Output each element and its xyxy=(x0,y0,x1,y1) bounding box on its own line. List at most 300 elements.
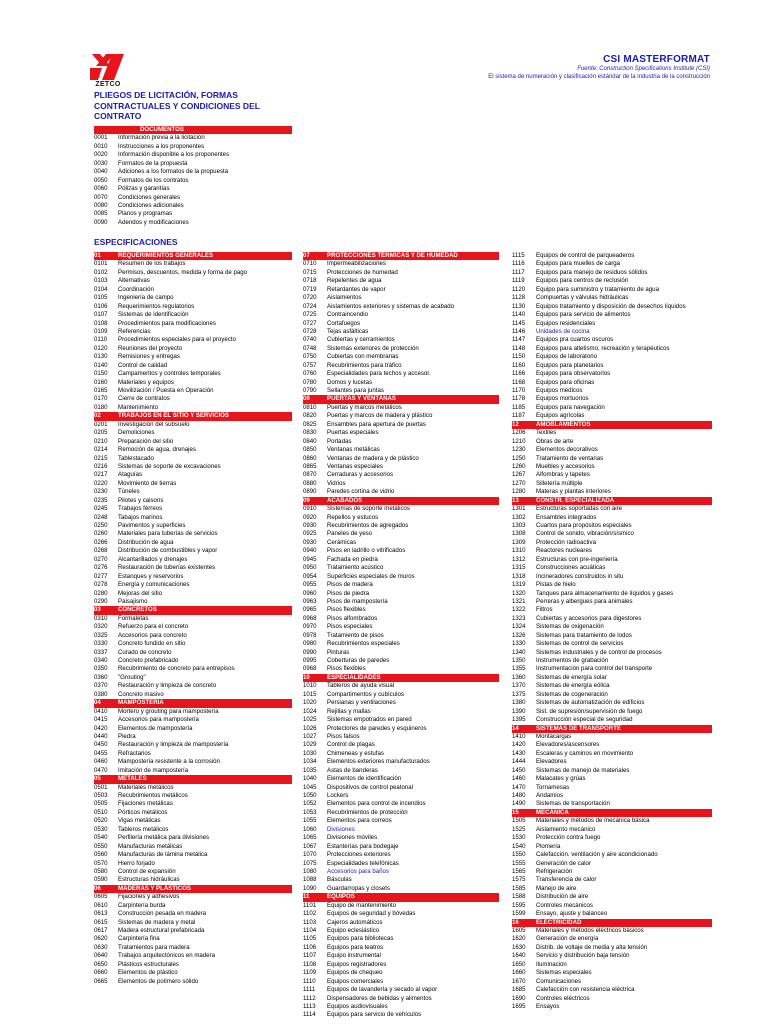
spec-item xyxy=(94,497,292,505)
item-label: Procedimientos para modificaciones xyxy=(118,319,216,327)
item-label[interactable]: Unidades de cocina xyxy=(536,327,590,335)
item-label: Adendos y modificaciones xyxy=(118,218,189,226)
division-header xyxy=(94,412,292,420)
item-code: 1015 xyxy=(303,690,317,698)
item-code: 0613 xyxy=(94,910,108,918)
item-code: 1595 xyxy=(512,901,526,909)
spec-item xyxy=(303,328,499,336)
item-code: 1040 xyxy=(303,775,317,783)
item-label: Restauración y limpieza de concreto xyxy=(118,682,217,690)
item-code: 04 xyxy=(94,699,101,707)
spec-item xyxy=(512,488,712,496)
spec-item xyxy=(512,716,712,724)
item-label: Compuertas y válvulas hidráulicas xyxy=(536,294,629,302)
spec-item xyxy=(94,640,292,648)
spec-item xyxy=(303,404,499,412)
item-code: 0505 xyxy=(94,800,108,808)
item-code: 0510 xyxy=(94,808,108,816)
item-code: 0954 xyxy=(303,572,317,580)
spec-item xyxy=(94,843,292,851)
item-code: 1166 xyxy=(512,370,526,378)
item-label: Equipo para suministro y tratamiento de agua xyxy=(536,285,659,293)
item-code: 0990 xyxy=(303,648,317,656)
item-label: Cerámicas xyxy=(327,538,357,546)
item-code: 0970 xyxy=(303,623,317,631)
spec-item xyxy=(303,522,499,530)
spec-item xyxy=(512,573,712,581)
item-code: 0978 xyxy=(303,631,317,639)
item-label: Especialidades telefónicas xyxy=(327,859,399,867)
item-code: 0830 xyxy=(303,429,317,437)
spec-item xyxy=(94,210,292,218)
item-code: 0910 xyxy=(303,505,317,513)
spec-item xyxy=(303,539,499,547)
item-label: Refuerzo para el concreto xyxy=(118,623,189,631)
item-label: Materiales metálicos xyxy=(118,783,174,791)
item-label: Básculas xyxy=(327,876,352,884)
spec-item xyxy=(94,522,292,530)
item-label: Equipos de seguridad y bóvedas xyxy=(327,910,416,918)
item-code: 1020 xyxy=(303,699,317,707)
item-label: Astas de banderas xyxy=(327,766,378,774)
spec-item xyxy=(94,429,292,437)
item-code: 0630 xyxy=(94,943,108,951)
item-code: 0724 xyxy=(303,302,317,310)
spec-item xyxy=(512,320,712,328)
item-code: 0420 xyxy=(94,724,108,732)
item-code: 0501 xyxy=(94,783,108,791)
item-code: 1102 xyxy=(303,910,317,918)
item-code: 1322 xyxy=(512,606,526,614)
item-code: 1128 xyxy=(512,294,526,302)
spec-item xyxy=(512,784,712,792)
spec-item xyxy=(303,294,499,302)
item-label: Formatos de los contratos xyxy=(118,176,189,184)
item-code: 13 xyxy=(512,496,519,504)
item-code: 0890 xyxy=(303,488,317,496)
spec-item xyxy=(303,902,499,910)
spec-item xyxy=(303,708,499,716)
spec-item xyxy=(303,919,499,927)
spec-item xyxy=(303,792,499,800)
spec-item xyxy=(512,657,712,665)
spec-item xyxy=(94,649,292,657)
item-code: 0825 xyxy=(303,420,317,428)
item-code: 0930 xyxy=(303,538,317,546)
item-code: 1525 xyxy=(512,825,526,833)
division-header xyxy=(94,699,292,707)
item-label: Sistemas para tratamiento de lodos xyxy=(536,631,632,639)
spec-item xyxy=(94,733,292,741)
spec-item xyxy=(94,547,292,555)
spec-item xyxy=(303,412,499,420)
item-label: AMOBLAMIENTOS xyxy=(536,420,591,428)
item-label: Construcciones acuáticas xyxy=(536,564,606,572)
item-label: Puertas y marcos de madera y plástico xyxy=(327,412,433,420)
item-code: 0757 xyxy=(303,361,317,369)
spec-item xyxy=(512,699,712,707)
item-label[interactable]: Accesorios para baños xyxy=(327,867,389,875)
division-header xyxy=(94,252,292,260)
item-code: 0748 xyxy=(303,344,317,352)
spec-item xyxy=(94,817,292,825)
spec-item xyxy=(94,421,292,429)
item-code: 1380 xyxy=(512,699,526,707)
item-code: 09 xyxy=(303,496,310,504)
item-label: Equipos para atletismo, recreación y terapéuticos xyxy=(536,344,670,352)
item-label: Equipos para manejo de residuos sólidos xyxy=(536,268,648,276)
item-label: Refrigeración xyxy=(536,867,573,875)
spec-item xyxy=(303,741,499,749)
item-code: 1575 xyxy=(512,876,526,884)
item-code: 0719 xyxy=(303,285,317,293)
item-code: 1106 xyxy=(303,943,317,951)
spec-item xyxy=(303,463,499,471)
item-code: 1640 xyxy=(512,952,526,960)
item-code: 1550 xyxy=(512,851,526,859)
item-label: Tableros de ayuda visual xyxy=(327,682,395,690)
item-label: Recubrimientos para tráfico xyxy=(327,361,402,369)
spec-item xyxy=(512,691,712,699)
item-label: Generación de calor xyxy=(536,859,591,867)
item-label: Tratamiento de ventanas xyxy=(536,454,604,462)
item-code: 11 xyxy=(303,893,310,901)
item-label: Retardantes de vapor xyxy=(327,285,386,293)
item-code: 1050 xyxy=(303,792,317,799)
item-code: 1530 xyxy=(512,834,526,842)
spec-item xyxy=(512,269,712,277)
item-code: 1052 xyxy=(303,800,317,808)
item-label: Control de calidad xyxy=(118,361,168,369)
spec-item xyxy=(512,817,712,825)
item-label: Equipos para teatros xyxy=(327,943,384,951)
item-label: Requerimientos regulatorios xyxy=(118,302,195,310)
zetco-logo-mark xyxy=(88,52,128,82)
spec-item xyxy=(303,750,499,758)
item-code: 1250 xyxy=(512,454,526,462)
spec-item xyxy=(303,691,499,699)
spec-item xyxy=(512,345,712,353)
item-label: Pistas de hielo xyxy=(536,581,576,589)
item-code: 0590 xyxy=(94,876,108,884)
spec-item xyxy=(303,438,499,446)
spec-item xyxy=(303,370,499,378)
item-label: Elementos de polímero sólido xyxy=(118,977,199,985)
spec-item xyxy=(303,530,499,538)
division-header xyxy=(94,775,292,783)
item-code: 0760 xyxy=(303,370,317,378)
spec-item xyxy=(303,944,499,952)
spec-item xyxy=(512,902,712,910)
item-label: Equipos de control de parqueaderos xyxy=(536,252,635,259)
division-header xyxy=(303,674,499,682)
item-code: 0040 xyxy=(94,168,108,176)
item-code: 0790 xyxy=(303,387,317,394)
item-label: Dispositivos de control peatonal xyxy=(327,783,414,791)
spec-item xyxy=(94,480,292,488)
item-code: 1540 xyxy=(512,842,526,850)
item-label: Estanterías para bodegaje xyxy=(327,842,399,850)
spec-item xyxy=(303,353,499,361)
item-label: Distribución de aire xyxy=(536,893,589,901)
item-label: Sistemas de madera y metal xyxy=(118,918,196,926)
item-label: Ingeniería de campo xyxy=(118,294,174,302)
item-code: 1690 xyxy=(512,994,526,1002)
spec-item xyxy=(512,606,712,614)
item-label: Cubiertas con membranas xyxy=(327,353,399,361)
spec-item xyxy=(512,674,712,682)
item-label: Calefacción con resistencia eléctrica xyxy=(536,986,635,994)
item-label: Equipos pra cuartos oscuros xyxy=(536,336,614,344)
item-code: 1605 xyxy=(512,927,526,934)
spec-item xyxy=(512,480,712,488)
item-code: 0360 xyxy=(94,673,108,681)
item-label: REQUERIMIENTOS GENERALES xyxy=(118,252,214,259)
spec-item xyxy=(303,834,499,842)
spec-item xyxy=(512,294,712,302)
spec-item xyxy=(512,564,712,572)
item-code: 05 xyxy=(94,775,101,783)
item-code: 0550 xyxy=(94,842,108,850)
spec-item xyxy=(94,404,292,412)
item-code: 1104 xyxy=(303,927,317,934)
item-label: Manufacturas metálicas xyxy=(118,842,183,850)
item-code: 0130 xyxy=(94,353,108,361)
item-label: Andamios xyxy=(536,792,564,799)
spec-item xyxy=(303,1011,499,1019)
item-code: 0106 xyxy=(94,302,108,310)
spec-item[interactable] xyxy=(303,868,499,876)
item-label: Pisos flexibles xyxy=(327,665,366,673)
spec-item[interactable] xyxy=(512,328,712,336)
spec-item[interactable] xyxy=(303,826,499,834)
item-label: Equipos para muelles de carga xyxy=(536,260,621,268)
item-code: 1148 xyxy=(512,344,526,352)
item-label: Tableros metálicos xyxy=(118,825,169,833)
item-label: CONSTR. ESPECIALIZADA xyxy=(536,496,615,504)
item-label: Pisos de madera xyxy=(327,581,373,589)
item-code: 1420 xyxy=(512,741,526,749)
item-label: Aislamiento mecánico xyxy=(536,825,596,833)
spec-item xyxy=(512,885,712,893)
item-label: Protectores de paredes y esquineros xyxy=(327,724,427,732)
spec-item xyxy=(94,952,292,960)
item-code: 0001 xyxy=(94,134,108,142)
item-code: 1147 xyxy=(512,336,526,344)
item-label: Paneles de yeso xyxy=(327,530,373,538)
spec-item xyxy=(512,463,712,471)
item-code: 1505 xyxy=(512,817,526,825)
item-label: Materiales y métodos eléctricos básicos xyxy=(536,927,644,934)
spec-item xyxy=(303,446,499,454)
documentos-list xyxy=(94,126,292,227)
item-label: Concreto fundido en sitio xyxy=(118,640,186,648)
item-code: 1620 xyxy=(512,935,526,943)
item-label: Equipos para centros de reclusión xyxy=(536,277,629,285)
item-label: Equipos para navegación xyxy=(536,403,605,411)
item-label: Pisos falsos xyxy=(327,732,360,740)
spec-item xyxy=(94,927,292,935)
spec-item xyxy=(94,860,292,868)
item-label: Tablestacado xyxy=(118,454,154,462)
spec-item xyxy=(94,168,292,176)
spec-item xyxy=(94,691,292,699)
item-code: 0277 xyxy=(94,572,108,580)
logo-text: ZETCO xyxy=(95,81,121,88)
spec-item xyxy=(303,387,499,395)
item-label: Materiales para tuberías de servicios xyxy=(118,530,218,538)
item-label: Ensayos xyxy=(536,1002,560,1010)
spec-item xyxy=(512,800,712,808)
item-label[interactable]: Divisiones xyxy=(327,825,355,833)
spec-item xyxy=(512,851,712,859)
item-label: Madera estructural prefabricada xyxy=(118,927,205,934)
item-label: Refractarios xyxy=(118,749,151,757)
item-label: Equipos para servicio de alimentos xyxy=(536,311,631,319)
item-code: 1116 xyxy=(512,260,525,268)
item-code: 1370 xyxy=(512,682,526,690)
item-label: Concreto prefabricado xyxy=(118,657,179,664)
spec-item xyxy=(94,868,292,876)
item-label: Elementos de mampostería xyxy=(118,724,193,732)
item-label: Sistemas de oxigenación xyxy=(536,623,604,631)
item-label: Equipo de mantenimiento xyxy=(327,901,397,909)
item-code: 1555 xyxy=(512,859,526,867)
item-code: 1105 xyxy=(303,935,317,943)
item-code: 1375 xyxy=(512,690,526,698)
item-code: 0104 xyxy=(94,285,108,293)
item-code: 0840 xyxy=(303,437,317,445)
spec-item xyxy=(94,708,292,716)
item-label: Equipos registradores xyxy=(327,960,387,968)
item-label: Equipo eclesiástico xyxy=(327,927,380,934)
item-code: 1301 xyxy=(512,505,526,513)
item-label: Puertas y marcos metálicos xyxy=(327,403,402,411)
item-code: 1230 xyxy=(512,446,526,454)
item-code: 0780 xyxy=(303,378,317,386)
item-label: Dispensadores de bebidas y alimentos xyxy=(327,994,432,1002)
spec-item xyxy=(512,395,712,403)
item-label: Contraincendio xyxy=(327,311,368,319)
spec-item xyxy=(512,429,712,437)
item-code: 0320 xyxy=(94,623,108,631)
item-code: 1310 xyxy=(512,547,526,555)
item-label: Ensayo, ajuste y balanceo xyxy=(536,910,608,918)
item-label: Perfilería metálica para divisiones xyxy=(118,834,210,842)
item-code: 1108 xyxy=(303,960,317,968)
item-code: 0310 xyxy=(94,614,108,622)
item-label: Incineradores construidos in situ xyxy=(536,572,624,580)
item-code: 1090 xyxy=(303,884,317,892)
item-code: 1302 xyxy=(512,513,526,521)
spec-item xyxy=(94,590,292,598)
item-label: Estructuras soportadas con aire xyxy=(536,505,623,513)
item-code: 0230 xyxy=(94,488,108,496)
division-header xyxy=(512,421,712,429)
item-label: Carpintería burda xyxy=(118,901,166,909)
item-label: Tratamientos para madera xyxy=(118,943,190,951)
spec-item xyxy=(94,876,292,884)
item-label: Hierro forjado xyxy=(118,859,155,867)
spec-item xyxy=(512,935,712,943)
spec-item xyxy=(303,379,499,387)
spec-item xyxy=(303,775,499,783)
item-code: 0440 xyxy=(94,732,108,740)
spec-item xyxy=(94,260,292,268)
spec-item xyxy=(303,362,499,370)
item-label: ACABADOS xyxy=(327,496,363,504)
item-code: 0245 xyxy=(94,505,108,513)
item-label: PUERTAS Y VENTANAS xyxy=(327,395,396,403)
item-code: 0150 xyxy=(94,370,108,378)
item-code: 0610 xyxy=(94,901,108,909)
item-code: 1585 xyxy=(512,884,526,892)
spec-item xyxy=(303,514,499,522)
spec-item xyxy=(303,682,499,690)
item-label: Pilotes y caisons xyxy=(118,496,164,504)
item-code: 0963 xyxy=(303,597,317,605)
item-code: 1260 xyxy=(512,462,526,470)
item-code: 0050 xyxy=(94,176,108,184)
item-label: Calefacción. ventilación y aire acondicionado xyxy=(536,851,658,859)
spec-item xyxy=(512,927,712,935)
item-label: Controles eléctricos xyxy=(536,994,590,1002)
item-label: Pisos en ladrillo o vitrificados xyxy=(327,547,406,555)
item-code: 0650 xyxy=(94,960,108,968)
division-header xyxy=(303,395,499,403)
item-label: Control de plagas xyxy=(327,741,375,749)
item-label: Control de sonido, vibración/sísmico xyxy=(536,530,634,538)
item-label: MADERAS Y PLÁSTICOS xyxy=(118,884,191,892)
spec-item xyxy=(303,303,499,311)
item-code: 0810 xyxy=(303,403,317,411)
item-code: 1355 xyxy=(512,665,526,673)
item-label: Estanques y reservorios xyxy=(118,572,184,580)
item-label: Plásticos estructurales xyxy=(118,960,179,968)
item-code: 0520 xyxy=(94,817,108,825)
item-code: 0110 xyxy=(94,336,108,344)
item-code: 0217 xyxy=(94,471,108,479)
item-label: Ventanas especiales xyxy=(327,462,383,470)
item-code: 1599 xyxy=(512,910,526,918)
spec-item xyxy=(303,488,499,496)
spec-item xyxy=(94,758,292,766)
item-label: Cierre de contratos xyxy=(118,395,170,403)
item-code: 0120 xyxy=(94,344,108,352)
item-code: 0415 xyxy=(94,716,108,724)
item-label: Elementos exteriores manufacturados xyxy=(327,758,430,766)
item-code: 1101 xyxy=(303,901,317,909)
item-label: Silletería múltiple xyxy=(536,479,583,487)
item-label: Paredes cortina de vidrio xyxy=(327,488,395,496)
item-code: 1309 xyxy=(512,538,526,546)
item-label: Restauración y limpieza de mampostería xyxy=(118,741,229,749)
item-code: 0030 xyxy=(94,159,108,167)
item-code: 1410 xyxy=(512,732,526,740)
item-code: 03 xyxy=(94,606,101,614)
document-title: CSI MASTERFORMAT xyxy=(603,54,710,65)
item-label: Remoción de agua, drenajes xyxy=(118,446,196,454)
item-code: 1160 xyxy=(512,361,526,369)
spec-item xyxy=(303,505,499,513)
item-code: 01 xyxy=(94,252,101,259)
spec-item xyxy=(303,606,499,614)
item-code: 0980 xyxy=(303,640,317,648)
spec-item xyxy=(512,640,712,648)
spec-item xyxy=(303,784,499,792)
item-code: 0235 xyxy=(94,496,108,504)
item-label: Mejoras del sitio xyxy=(118,589,163,597)
